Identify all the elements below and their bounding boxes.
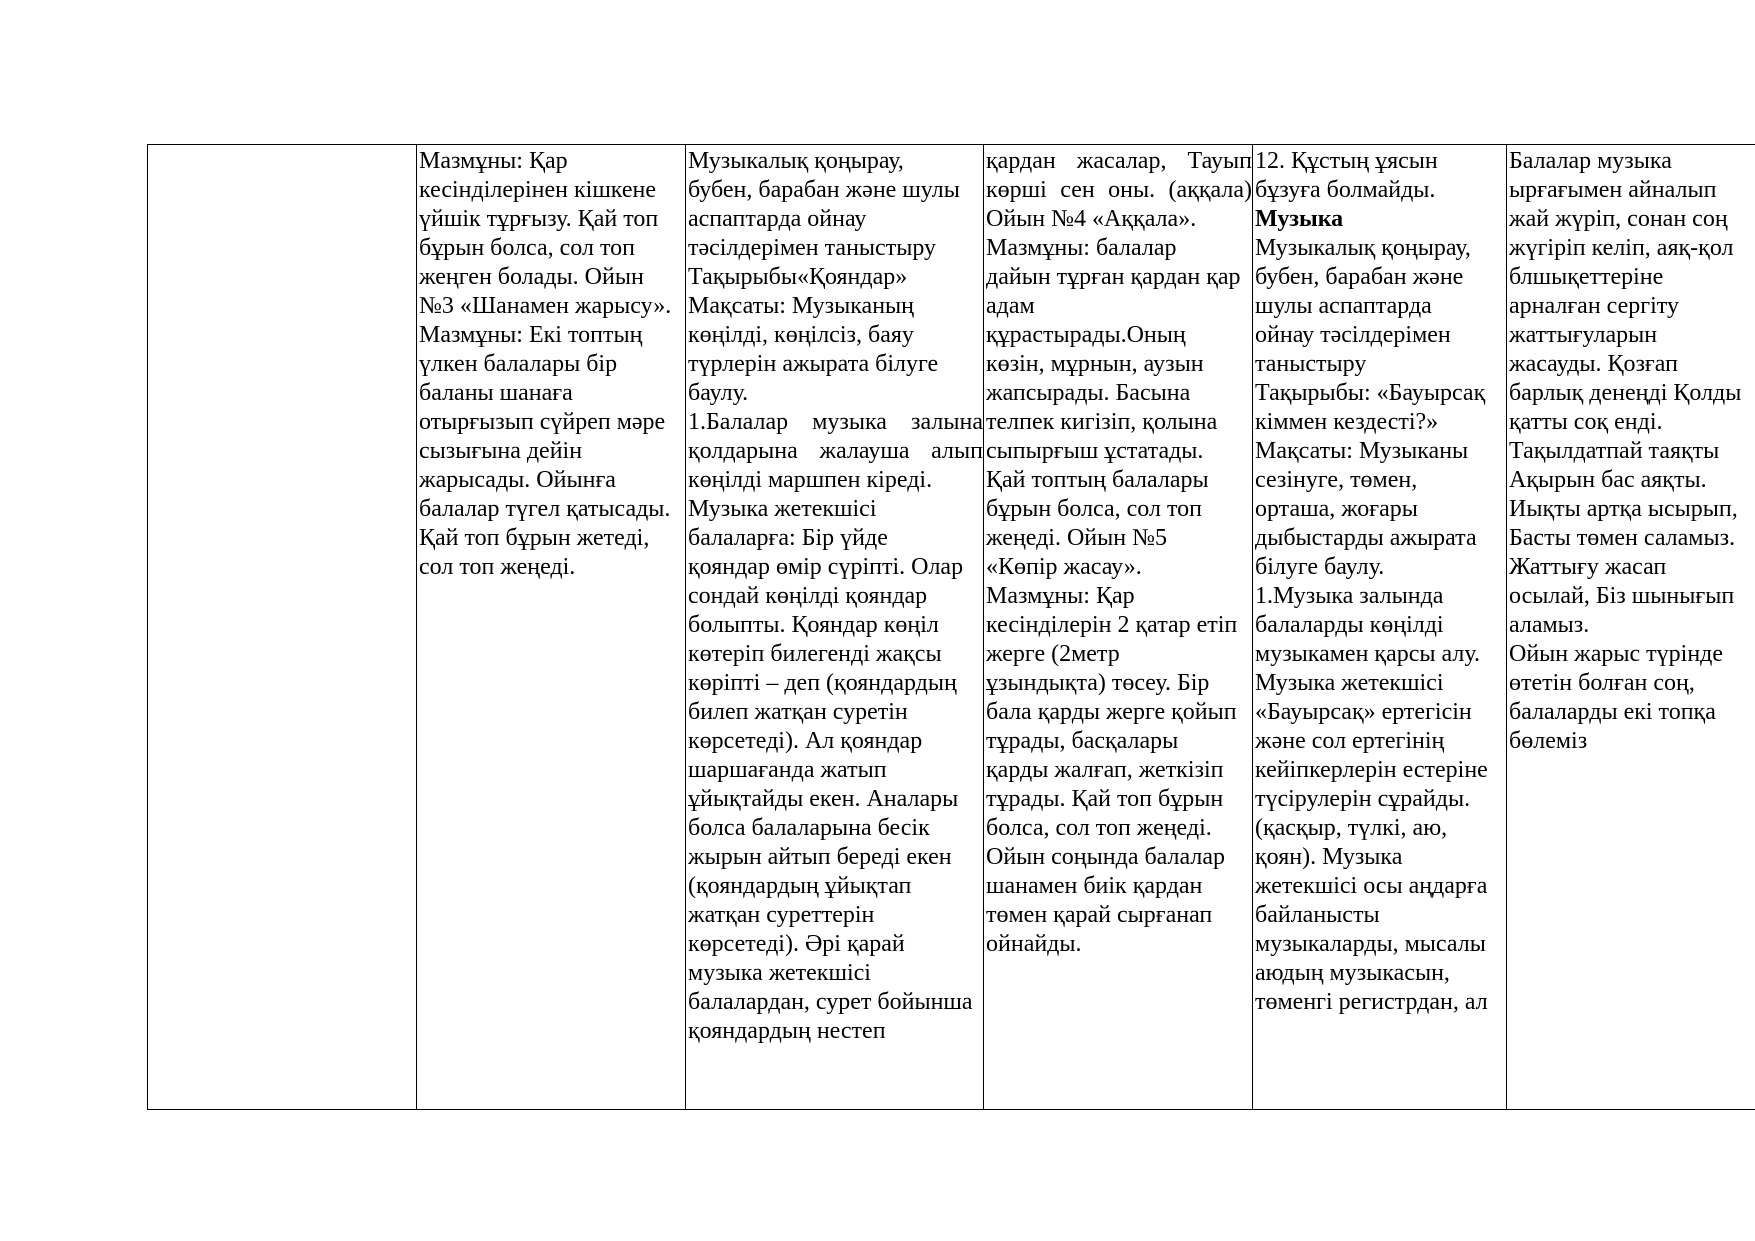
table-cell-5 <box>1253 145 1507 1110</box>
cell-text-line: қатты соқ енді. <box>1509 409 1663 435</box>
cell-text-line: болыпты. Қояндар көңіл <box>688 612 939 638</box>
cell-text-line: баланы шанаға <box>419 380 573 406</box>
cell-text-line: қояндар өмір сүріпті. Олар <box>688 554 964 580</box>
cell-text-line: тұрады. Қай топ бұрын <box>986 786 1224 812</box>
cell-text-line: Музыка жетекшісі <box>1255 670 1444 696</box>
cell-text-line: жеңеді. Ойын №5 <box>986 525 1168 551</box>
cell-text-line: Ойын №4 «Аққала». <box>986 206 1197 232</box>
cell-text-line: үлкен балалары бір <box>419 351 618 377</box>
cell-text-line: ырғағымен айналып <box>1509 177 1717 203</box>
cell-text-line: Қай топтың балалары <box>986 467 1209 493</box>
cell-text-line: қояндардың нестеп <box>688 1018 886 1044</box>
cell-text-line: 1.Музыка залында <box>1255 583 1444 609</box>
cell-text-line: аюдың музыкасын, <box>1255 960 1450 986</box>
cell-text-line: көзін, мұрнын, аузын <box>986 351 1204 377</box>
cell-text-line: балалардан, сурет бойынша <box>688 989 973 1015</box>
cell-text-line: болса, сол топ жеңеді. <box>986 815 1212 841</box>
cell-text-line: төменгі регистрдан, ал <box>1255 989 1488 1015</box>
cell-text-line: көріпті – деп (қояндардың <box>688 670 957 696</box>
cell-text-line: отырғызып сүйреп мәре <box>419 409 666 435</box>
cell-text-line: осылай, Біз шынығып <box>1509 583 1735 609</box>
table-row <box>148 145 1755 1110</box>
cell-text-line: жаттығуларын <box>1509 322 1658 348</box>
cell-text-line: сызығына дейін <box>419 438 583 464</box>
cell-text-line: Музыкалық қоңырау, <box>1255 235 1471 261</box>
cell-text-line: шанамен биік қардан <box>986 873 1203 899</box>
cell-text-line: музыка жетекшісі <box>688 960 871 986</box>
cell-text-line: жатқан суреттерін <box>688 902 875 928</box>
cell-text-line: арналған сергіту <box>1509 293 1679 319</box>
cell-text-line: Мазмұны: Екі топтың <box>419 322 643 348</box>
cell-text-line: және сол ертегінің <box>1255 728 1445 754</box>
cell-text-line: қардан жасалар, Тауып <box>986 148 1252 174</box>
cell-text-line: бұрын болса, сол топ <box>986 496 1202 522</box>
cell-text-line: жырын айтып береді екен <box>688 844 952 870</box>
cell-text-line: байланысты <box>1255 902 1380 928</box>
cell-text-line: ойнау тәсілдерімен <box>1255 322 1451 348</box>
cell-text-line: баулу. <box>688 380 749 406</box>
cell-text-line: балаларды екі топқа <box>1509 699 1716 725</box>
cell-text-line: тәсілдерімен таныстыру <box>688 235 937 261</box>
cell-text-line: көтеріп билегенді жақсы <box>688 641 942 667</box>
cell-text-line: балалар түгел қатысады. <box>419 496 671 522</box>
cell-text-line: өтетін болған соң, <box>1509 670 1695 696</box>
cell-text-line: ұйықтайды екен. Аналары <box>688 786 959 812</box>
table-cell-3 <box>686 145 984 1110</box>
cell-text-line: 1.Балалар музыка залына <box>688 409 983 435</box>
cell-text-line: болса балаларына бесік <box>688 815 930 841</box>
cell-text-line: жүгіріп келіп, аяқ-қол <box>1509 235 1734 261</box>
cell-text-line: Музыка жетекшісі <box>688 496 877 522</box>
cell-text-line: жерге (2метр <box>986 641 1120 667</box>
cell-text-line: білуге баулу. <box>1255 554 1385 580</box>
cell-text-line: жарысады. Ойынға <box>419 467 616 493</box>
cell-text-line: дыбыстарды ажырата <box>1255 525 1477 551</box>
cell-text-line: түрлерін ажырата білуге <box>688 351 939 377</box>
cell-text-line: Мазмұны: Қар <box>419 148 568 174</box>
cell-text-line: шулы аспаптарда <box>1255 293 1432 319</box>
cell-text-line: Мақсаты: Музыканы <box>1255 438 1469 464</box>
cell-text-line: «Көпір жасау». <box>986 554 1142 580</box>
cell-text-line: (қояндардың ұйықтап <box>688 873 912 899</box>
cell-text-line: жеңген болады. Ойын <box>419 264 644 290</box>
cell-text-line: балаларға: Бір үйде <box>688 525 888 551</box>
cell-text-line: сыпырғыш ұстатады. <box>986 438 1204 464</box>
cell-text-line: жасауды. Қозғап <box>1509 351 1678 377</box>
cell-text-line: бұзуға болмайды. <box>1255 177 1436 203</box>
cell-text-line: дайын тұрған қардан қар <box>986 264 1241 290</box>
cell-text-line: Мазмұны: Қар <box>986 583 1135 609</box>
cell-text-line: билеп жатқан суретін <box>688 699 908 725</box>
cell-text-line: төмен қарай сырғанап <box>986 902 1213 928</box>
cell-text-line: аламыз. <box>1509 612 1590 638</box>
cell-text-line: Қай топ бұрын жетеді, <box>419 525 650 551</box>
cell-text-line: тұрады, басқалары <box>986 728 1179 754</box>
cell-text-line: (қасқыр, түлкі, аю, <box>1255 815 1448 841</box>
cell-text-line: 12. Құстың ұясын <box>1255 148 1438 174</box>
cell-text-line: телпек кигізіп, қолына <box>986 409 1218 435</box>
cell-text-line: Мақсаты: Музыканың <box>688 293 915 319</box>
cell-text-line: бала қарды жерге қойып <box>986 699 1237 725</box>
cell-text-line: Тақырыбы«Қояндар» <box>688 264 908 290</box>
cell-text-line: кіммен кездесті?» <box>1255 409 1439 435</box>
cell-text-line: Музыкалық қоңырау, <box>688 148 904 174</box>
cell-text-line: Басты төмен саламыз. <box>1509 525 1736 551</box>
cell-text-line: Ақырын бас аяқты. <box>1509 467 1707 493</box>
cell-text-line: Балалар музыка <box>1509 148 1672 174</box>
cell-text-line: Иықты артқа ысырып, <box>1509 496 1738 522</box>
cell-text-line: кейіпкерлерін естеріне <box>1255 757 1488 783</box>
cell-text-line: ойнайды. <box>986 931 1082 957</box>
cell-text-line: жапсырады. Басына <box>986 380 1191 406</box>
cell-text-line: қарды жалғап, жеткізіп <box>986 757 1224 783</box>
cell-text-line: балаларды көңілді <box>1255 612 1444 638</box>
cell-text-line: құрастырады.Оның <box>986 322 1186 348</box>
cell-text-line: ұзындықта) төсеу. Бір <box>986 670 1210 696</box>
cell-text-line: шаршағанда жатып <box>688 757 887 783</box>
cell-text-line: бубен, барабан және <box>1255 264 1464 290</box>
cell-text-line: түсірулерін сұрайды. <box>1255 786 1471 812</box>
cell-text-line: кесінділерін 2 қатар етіп <box>986 612 1238 638</box>
cell-text-line: көрсетеді). Ал қояндар <box>688 728 923 754</box>
cell-text-line: сезінуге, төмен, <box>1255 467 1418 493</box>
cell-text-line: Жаттығу жасап <box>1509 554 1667 580</box>
cell-text-line: бөлеміз <box>1509 728 1588 754</box>
cell-text-line: көрсетеді). Әрі қарай <box>688 931 905 957</box>
cell-text-line: Тақылдатпай таяқты <box>1509 438 1720 464</box>
cell-text-line: Тақырыбы: «Бауырсақ <box>1255 380 1486 406</box>
cell-text-line: Ойын соңында балалар <box>986 844 1226 870</box>
cell-text-line: сондай көңілді қояндар <box>688 583 928 609</box>
cell-text-line: көрші сен оны. (аққала) <box>986 177 1252 203</box>
cell-text-line: қоян). Музыка <box>1255 844 1403 870</box>
cell-text-line: бұрын болса, сол топ <box>419 235 635 261</box>
table-cell-4 <box>984 145 1253 1110</box>
cell-text-line: «Бауырсақ» ертегісін <box>1255 699 1472 725</box>
cell-text-line: кесінділерінен кішкене <box>419 177 657 203</box>
cell-text-line: Ойын жарыс түрінде <box>1509 641 1724 667</box>
cell-text-line: аспаптарда ойнау <box>688 206 867 232</box>
content-table <box>147 144 1755 1110</box>
cell-text-line: көңілді, көңілсіз, баяу <box>688 322 914 348</box>
cell-text-line: орташа, жоғары <box>1255 496 1418 522</box>
cell-text-line: барлық денеңді Қолды <box>1509 380 1742 406</box>
cell-text-line: адам <box>986 293 1035 319</box>
cell-text-line: блшықеттеріне <box>1509 264 1664 290</box>
cell-text-line: Мазмұны: балалар <box>986 235 1177 261</box>
cell-text-line: қолдарына жалауша алып <box>688 438 983 464</box>
table-cell-6 <box>1507 145 1755 1110</box>
cell-text-line: таныстыру <box>1255 351 1367 377</box>
table-cell-2 <box>417 145 686 1110</box>
cell-text-line: жетекшісі осы аңдарға <box>1255 873 1488 899</box>
cell-text-line: жай жүріп, сонан соң <box>1509 206 1728 232</box>
table-cell-1 <box>148 145 417 1110</box>
cell-text-line: сол топ жеңеді. <box>419 554 576 580</box>
cell-text-line: Музыка <box>1255 206 1344 232</box>
cell-text-line: үйшік тұрғызу. Қай топ <box>419 206 659 232</box>
cell-text-line: бубен, барабан және шулы <box>688 177 960 203</box>
cell-text-line: музыкамен қарсы алу. <box>1255 641 1480 667</box>
cell-text-line: көңілді маршпен кіреді. <box>688 467 933 493</box>
cell-text-line: музыкаларды, мысалы <box>1255 931 1486 957</box>
cell-text-line: №3 «Шанамен жарысу». <box>419 293 672 319</box>
